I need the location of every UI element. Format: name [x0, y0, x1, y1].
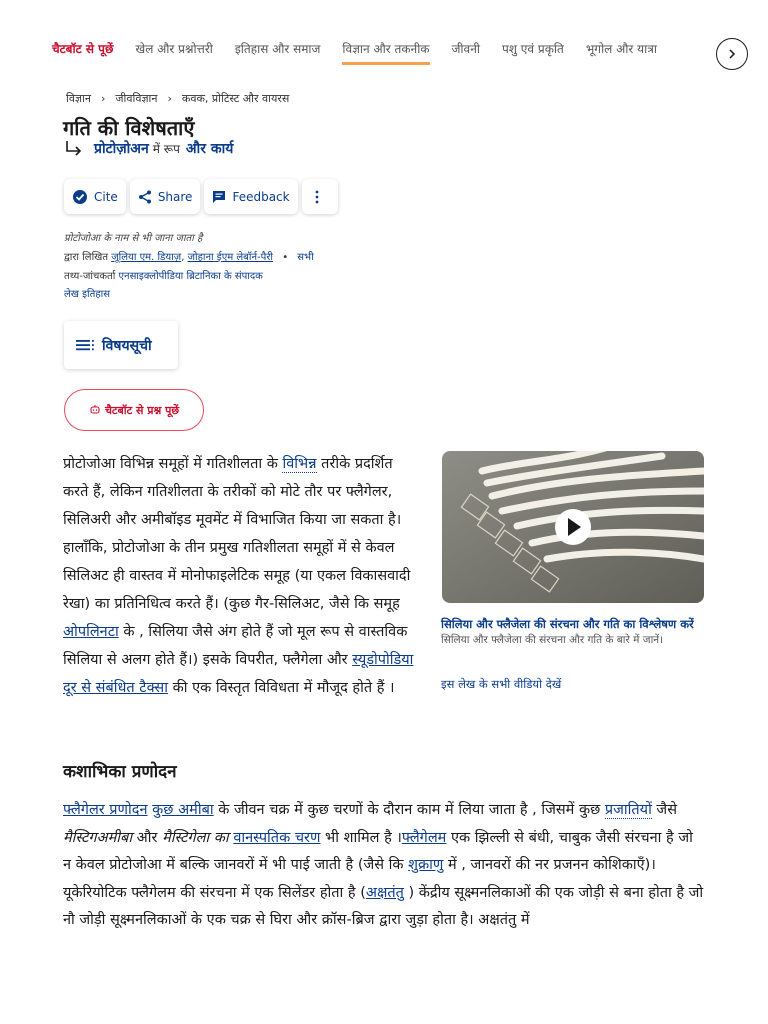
inline-link-amoeba[interactable]: कुछ अमीबा: [152, 802, 214, 818]
flagellar-paragraph: [63, 797, 705, 935]
inline-link-various[interactable]: विभिन्न: [282, 456, 317, 472]
cite-button[interactable]: [64, 179, 126, 214]
more-vertical-icon: [315, 190, 319, 204]
intro-paragraph: [63, 450, 415, 702]
italic-term: मैस्टिगअमीबा: [63, 829, 133, 846]
nav-chatbot-link[interactable]: चैटबॉट से पूछें: [52, 42, 114, 56]
return-arrow-icon: [64, 138, 84, 158]
parent-article-tail[interactable]: और कार्य: [185, 140, 234, 157]
article-history-link[interactable]: लेख इतिहास: [64, 289, 110, 300]
share-label: Share: [157, 189, 193, 204]
inline-link-species[interactable]: प्रजातियों: [604, 802, 652, 818]
video-description: सिलिया और फ्लैजेला की संरचना और गति के बारे में जानें।: [441, 634, 664, 646]
list-icon: [76, 338, 96, 352]
author-link-2[interactable]: जोहाना ईएम लेबॉर्न-पैरी: [187, 252, 274, 263]
nav-item-history-society[interactable]: इतिहास और समाज: [234, 42, 321, 56]
breadcrumb-item-biology[interactable]: जीवविज्ञान: [115, 92, 158, 105]
chatbot-icon: [89, 404, 101, 416]
bullet-separator: •: [282, 252, 289, 263]
section-heading: कशाभिका प्रणोदन: [63, 762, 177, 782]
nav-item-biographies[interactable]: जीवनी: [451, 42, 480, 56]
table-of-contents-button[interactable]: [64, 321, 178, 369]
text-run: में , जानवरों की नर प्रजनन कोशिकाएँ)। यूकेरियोटिक फ्लैगेलम की संरचना में एक सिलेंडर होता है (: [63, 857, 656, 901]
text-run: एक झिल्ली से बंधी, चाबुक जैसी संरचना है जो न केवल प्रोटोजोआ में बल्कि जानवरों में भी पाई जाती है (जैसे कि: [63, 829, 693, 873]
verified-badge-icon: [72, 189, 88, 205]
feedback-button[interactable]: [204, 179, 297, 214]
video-title[interactable]: सिलिया और फ्लैजेला की संरचना और गति का विश्लेषण करें: [441, 617, 694, 631]
text-run: ) केंद्रीय सूक्ष्मनलिकाओं की एक जोड़ी से बना होता है जो नौ जोड़ी सूक्ष्मनलिकाओं के एक चक्र से घिरा और क्रॉस-ब्रिज द्वारा जुड़ा होता है। अक्षतंतु में: [63, 884, 704, 928]
breadcrumb-item-science[interactable]: विज्ञान: [66, 92, 91, 105]
page-title: गति की विशेषताएँ: [63, 116, 195, 140]
breadcrumb: [66, 91, 289, 106]
inline-link-flagellum[interactable]: फ्लैगेलम: [401, 829, 447, 846]
all-authors-link[interactable]: सभी: [297, 252, 314, 263]
text-run: भी शामिल है ।: [320, 829, 402, 846]
inline-link-axoneme[interactable]: अक्षतंतु: [365, 884, 404, 901]
chevron-right-icon: [726, 48, 738, 60]
inline-link-pseudopodia[interactable]: स्यूडोपोडिया दूर से संबंधित टैक्सा: [63, 652, 414, 696]
ask-chatbot-button[interactable]: [64, 389, 204, 431]
text-run: और: [132, 829, 163, 846]
inline-link-flagellar[interactable]: फ्लैगेलर प्रणोदन: [63, 802, 148, 818]
nav-item-geography-travel[interactable]: भूगोल और यात्रा: [585, 42, 657, 56]
nav-item-games-quizzes[interactable]: खेल और प्रश्नोत्तरी: [135, 42, 213, 56]
nav-item-science-tech[interactable]: विज्ञान और तकनीक: [342, 38, 429, 65]
parent-article-middle: में रूप: [152, 141, 180, 156]
text-run: तरीके प्रदर्शित करते हैं, लेकिन गतिशीलता के तरीकों को मोटे तौर पर फ्लैगेलर, सिलिअरी और अमीबॉइड मूवमेंट में विभाजित किया जा सकता है। हालाँकि, प्रोटोजोआ के तीन प्रमुख गतिशीलता समूहों में से केवल सिलिअट ही वास्तव में मोनोफाइलेटिक समूह (या एकल विकासवादी रेखा) का प्रतिनिधित्व करते हैं। (कुछ गैर-सिलिअट, जैसे कि समूह: [63, 456, 411, 612]
all-videos-link[interactable]: इस लेख के सभी वीडियो देखें: [441, 677, 562, 691]
more-options-button[interactable]: [302, 179, 338, 214]
text-run: की एक विस्तृत विविधता में मौजूद होते हैं ।: [167, 680, 395, 696]
toc-label: विषयसूची: [102, 337, 152, 354]
feedback-label: Feedback: [232, 189, 290, 204]
ask-chatbot-label: चैटबॉट से प्रश्न पूछें: [104, 403, 180, 417]
byline: द्वारा लिखित जूलिया एम. डियाज़, जोहाना ईएम लेबॉर्न-पैरी • सभी: [64, 252, 314, 263]
inline-link-sperm[interactable]: शुक्राणु: [408, 857, 444, 873]
author-link-1[interactable]: जूलिया एम. डियाज़: [111, 252, 182, 263]
inline-link-vegetative-stage[interactable]: वानस्पतिक चरण: [233, 829, 321, 846]
video-thumbnail[interactable]: [442, 451, 704, 603]
video-caption: [441, 617, 707, 648]
share-icon: [138, 190, 152, 204]
chevron-right-icon: ›: [167, 92, 172, 105]
fact-checker-prefix: तथ्य-जांचकर्ता: [64, 271, 116, 282]
nav-item-animals-nature[interactable]: पशु एवं प्रकृति: [501, 42, 564, 56]
inline-link-opalinata[interactable]: ओपलिनटा: [63, 624, 119, 640]
text-run: प्रोटोजोआ विभिन्न समूहों में गतिशीलता के: [63, 456, 283, 472]
parent-article-link[interactable]: प्रोटोज़ोअन: [94, 140, 149, 157]
fact-checker-line: [64, 268, 263, 282]
article-actions: [64, 179, 338, 214]
text-run: के जीवन चक्र में कुछ चरणों के दौरान काम में लिया जाता है , जिसमें कुछ: [213, 802, 605, 818]
text-run: जैसे: [651, 802, 677, 818]
share-button[interactable]: [130, 179, 201, 214]
feedback-icon: [212, 190, 226, 204]
chevron-right-icon: ›: [100, 92, 106, 105]
breadcrumb-item-fungi[interactable]: कवक, प्रोटिस्ट और वायरस: [181, 92, 290, 105]
parent-article-line: [64, 138, 233, 158]
italic-term: मैस्टिगेला का: [162, 829, 229, 846]
fact-checker-link[interactable]: एनसाइक्लोपीडिया ब्रिटानिका के संपादक: [118, 271, 263, 282]
top-navigation: [52, 38, 748, 74]
nav-next-button[interactable]: [716, 38, 748, 70]
also-known-as: प्रोटोजोआ के नाम से भी जाना जाता है: [64, 233, 203, 244]
cilia-illustration: [442, 451, 704, 603]
cite-label: Cite: [94, 189, 118, 204]
text-run: के , सिलिया जैसे अंग होते हैं जो मूल रूप से वास्तविक सिलिया से अलग होते हैं।) इसके विपरीत, फ्लैगेला और: [63, 624, 408, 668]
byline-prefix: द्वारा लिखित: [64, 252, 109, 263]
